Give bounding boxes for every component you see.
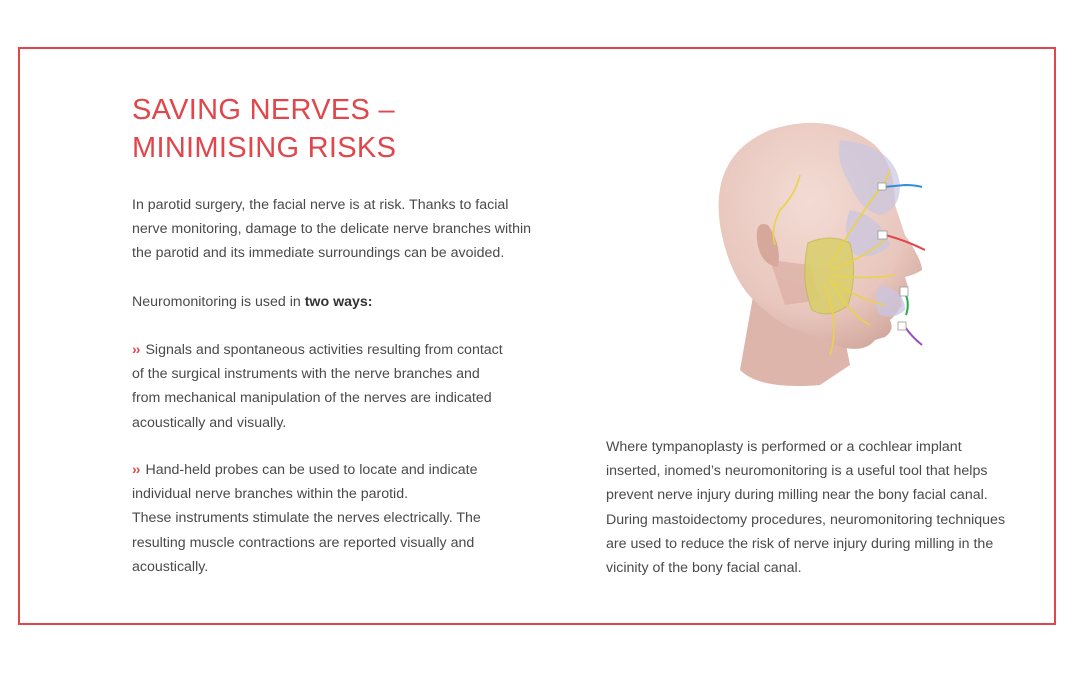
intro-line: the parotid and its immediate surroundings can be avoided. bbox=[132, 245, 505, 262]
bullet-2-line: individual nerve branches within the parotid. bbox=[132, 486, 409, 503]
intro-paragraph bbox=[132, 193, 531, 266]
right-line: inserted, inomed’s neuromonitoring is a useful tool that helps bbox=[606, 463, 988, 480]
right-line: vicinity of the bony facial canal. bbox=[606, 560, 802, 577]
right-line: During mastoidectomy procedures, neuromonitoring techniques bbox=[606, 511, 1006, 528]
electrode-red-tip bbox=[878, 231, 887, 239]
right-line: Where tympanoplasty is performed or a cochlear implant bbox=[606, 439, 962, 455]
right-paragraph bbox=[606, 435, 1005, 580]
bullet-2-line: resulting muscle contractions are reported visually and bbox=[132, 534, 475, 551]
page-title-line-1: SAVING NERVES – bbox=[132, 94, 395, 126]
bullet-2-line: These instruments stimulate the nerves electrically. The bbox=[132, 510, 481, 527]
bullet-1 bbox=[132, 338, 503, 435]
page-title bbox=[132, 91, 396, 167]
electrode-purple-tip bbox=[898, 322, 906, 330]
electrode-purple bbox=[905, 327, 922, 345]
bullet-1-line: from mechanical manipulation of the nerves are indicated bbox=[132, 390, 492, 407]
bullet-1-line: acoustically and visually. bbox=[132, 414, 287, 431]
electrode-green-tip bbox=[900, 287, 908, 296]
bullet-chevron-icon: ›› bbox=[132, 462, 140, 478]
page-title-line-2: MINIMISING RISKS bbox=[132, 132, 397, 164]
bullet-chevron-icon: ›› bbox=[132, 342, 140, 358]
head-nerve-illustration bbox=[700, 115, 940, 395]
parotid-gland bbox=[805, 238, 854, 314]
intro-line: In parotid surgery, the facial nerve is at risk. Thanks to facial bbox=[132, 197, 509, 213]
right-line: prevent nerve injury during milling near the bony facial canal. bbox=[606, 487, 988, 504]
ways-prefix: Neuromonitoring is used in bbox=[132, 294, 305, 310]
bullet-2-first-line: Hand-held probes can be used to locate and indicate bbox=[145, 462, 478, 478]
intro-line: nerve monitoring, damage to the delicate nerve branches within bbox=[132, 221, 532, 238]
electrode-blue-tip bbox=[878, 183, 886, 190]
bullet-1-line: of the surgical instruments with the nerve branches and bbox=[132, 366, 480, 383]
bullet-2-line: acoustically. bbox=[132, 558, 209, 575]
ways-bold: two ways: bbox=[304, 294, 373, 310]
bullet-2 bbox=[132, 458, 481, 579]
bullet-1-first-line: Signals and spontaneous activities resulting from contact bbox=[145, 342, 503, 358]
ways-paragraph bbox=[132, 290, 373, 314]
right-line: are used to reduce the risk of nerve injury during milling in the bbox=[606, 535, 994, 552]
